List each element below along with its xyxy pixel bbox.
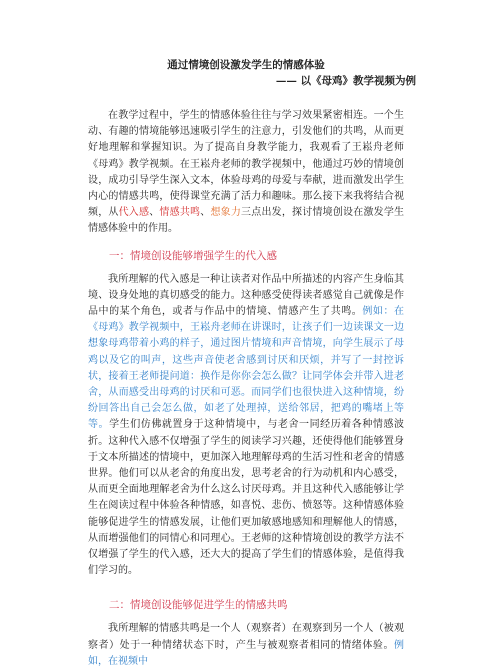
section1-lead: 我所理解的代入感是一种让读者对作品中所描述的内容产生身临其境、设身处地的真切感受的能力。这种感受使得读者感觉自己就像是作品中的某个角色，或者与作品中的情境、情感产生了共鸣。: [88, 273, 404, 318]
intro-paragraph: [88, 108, 404, 238]
intro-text-part1: 在教学过程中，学生的情感体验往往与学习效果紧密相连。一个生动、有趣的情境能够迅速吸引学生的注意力，引发他们的共鸣，从而更好地理解和掌握知识。为了提高自身教学能力，我观看了王崧舟老师《母鸡》教学视频。在王崧舟老师的教学视频中，他通过巧妙的情境创设，成功引导学生深入文本，体验母鸡的母爱与奉献，进而激发出学生内心的情感共鸣，使得课堂充满了活力和趣味。那么接下来我将结合视频，从: [88, 110, 404, 219]
document-subtitle: —— 以《母鸡》教学视频为例: [275, 75, 416, 87]
keyword-resonance: 情感共鸣: [159, 207, 201, 219]
section1-rest: 学生们仿佛就置身于这种情境中，与老舍一同经历着各种情感波折。这种代入感不仅增强了学生的阅读学习兴趣，还使得他们能够置身于文本所描述的情境中，更加深入地理解母鸡的生活习性和老舍的情感世界。他们可以从老舍的角度出发，思考老舍的行为动机和内心感受，从而更全面地理解老舍为什么这么讨厌母鸡。并且这种代入感能够让学生在阅读过程中体验各种情感，如喜悦、悲伤、愤怒等。这种情感体验能够促进学生的情感发展，让他们更加敏感地感知和理解他人的情感，从而增强他们的同情心和同理心。王老师的这种情境创设的教学方法不仅增强了学生的代入感，还大大的提高了学生们的情感体验，是值得我们学习的。: [88, 419, 405, 577]
intro-text-part2: 三点出发，探讨情境创设在激发学生情感体验中的作用。: [88, 207, 405, 235]
spacer: [88, 579, 404, 587]
section2-heading: 二：情境创设能够促进学生的情感共鸣: [109, 599, 288, 612]
section1-heading: 一：情境创设能够增强学生的代入感: [109, 249, 277, 262]
section2-lead: 我所理解的情感共鸣是一个人（观察者）在观察到另一个人（被观察者）处于一种情绪状态下时，产生与被观察者相同的情绪体验。: [88, 623, 404, 651]
section1-example: 例如：在《母鸡》教学视频中，王崧舟老师在讲课时，让孩子们一边读课文一边想象母鸡带着小鸡的样子，通过图片情境和声音情境，向学生展示了母鸡以及它的叫声，这些声音使老舍感到讨厌和厌烦，并写了一封控诉状，接着王老师提问道：换作是你你会怎么做？让同学体会并带入进老舍，从而感受出母鸡的讨厌和可恶。而同学们也很快进入这种情境，纷纷回答出自己会怎么做，如老了处理掉，送给邻居，把鸡的嘴堵上等等。: [88, 306, 405, 431]
separator: 、: [200, 207, 211, 219]
section2-paragraph: [88, 621, 404, 670]
section2-example: 例如，在视频中: [88, 639, 404, 667]
separator: 、: [149, 207, 160, 219]
keyword-imagination: 想象力: [210, 207, 242, 219]
keyword-immersion: 代入感: [118, 207, 150, 219]
section1-paragraph: [88, 272, 404, 580]
document-title: 通过情境创设激发学生的情感体验: [167, 59, 325, 71]
